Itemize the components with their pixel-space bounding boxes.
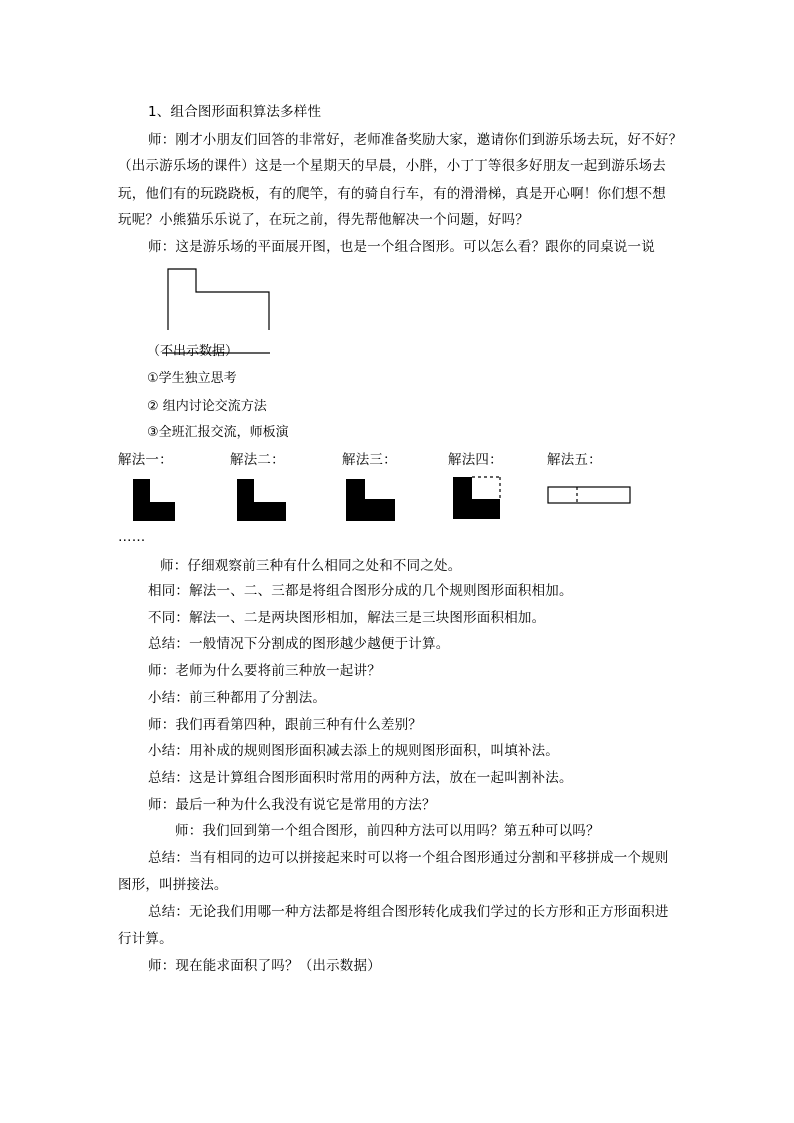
figure-caption: （不出示数据） (147, 344, 239, 359)
summary-1-line-1: 总结：当有相同的边可以拼接起来时可以将一个组合图形通过分割和平移拼成一个规则 (148, 850, 669, 866)
intro-line-1: 师：刚才小朋友们回答的非常好，老师准备奖励大家，邀请你们到游乐场去玩，好不好？ (148, 132, 683, 148)
discussion-line-5: 师：老师为什么要将前三种放一起讲？ (148, 663, 381, 679)
method-5-figure (547, 486, 635, 508)
discussion-line-10: 师：最后一种为什么我没有说它是常用的方法？ (148, 797, 436, 813)
step-3: ③全班汇报交流，师板演 (147, 425, 289, 440)
discussion-line-8: 小结：用补成的规则图形面积减去添上的规则图形面积，叫填补法。 (148, 743, 559, 759)
discussion-line-6: 小结：前三种都用了分割法。 (148, 690, 327, 706)
discussion-line-1: 师：仔细观察前三种有什么相同之处和不同之处。 (160, 558, 462, 574)
summary-2-line-2: 行计算。 (118, 931, 173, 947)
discussion-line-11: 师：我们回到第一个组合图形，前四种方法可以用吗？第五种可以吗？ (175, 823, 600, 839)
discussion-line-7: 师：我们再看第四种，跟前三种有什么差别？ (148, 717, 422, 733)
step-1: ①学生独立思考 (147, 371, 237, 386)
step-2: ② 组内讨论交流方法 (147, 399, 267, 414)
method-5-label: 解法五： (547, 452, 602, 468)
discussion-line-2: 相同：解法一、二、三都是将组合图形分成的几个规则图形面积相加。 (148, 583, 573, 599)
method-3-figure (345, 478, 399, 524)
caption-strike-line (162, 352, 272, 356)
discussion-line-4: 总结：一般情况下分割成的图形越少越便于计算。 (148, 636, 450, 652)
discussion-line-3: 不同：解法一、二是两块图形相加，解法三是三块图形面积相加。 (148, 610, 546, 626)
playground-outline-figure (167, 268, 277, 333)
method-1-figure (132, 478, 182, 524)
method-4-figure (452, 476, 506, 522)
summary-1-line-2: 图形，叫拼接法。 (118, 877, 228, 893)
closing-line: 师：现在能求面积了吗？（出示数据） (148, 958, 381, 974)
summary-2-line-1: 总结：无论我们用哪一种方法都是将组合图形转化成我们学过的长方形和正方形面积进 (148, 904, 669, 920)
ellipsis: …… (118, 529, 146, 545)
method-1-label: 解法一： (118, 452, 173, 468)
intro-line-2: （出示游乐场的课件）这是一个星期天的早晨，小胖，小丁丁等很多好朋友一起到游乐场去 (118, 158, 666, 174)
section-title: 1、组合图形面积算法多样性 (148, 104, 322, 120)
method-2-figure (236, 478, 290, 524)
discussion-line-9: 总结：这是计算组合图形面积时常用的两种方法，放在一起叫割补法。 (148, 770, 573, 786)
teacher-view-line: 师：这是游乐场的平面展开图，也是一个组合图形。可以怎么看？跟你的同桌说一说 (148, 239, 655, 255)
method-3-label: 解法三： (342, 452, 397, 468)
intro-line-4: 玩呢？小熊猫乐乐说了，在玩之前，得先帮他解决一个问题，好吗？ (118, 212, 529, 228)
method-4-label: 解法四： (448, 452, 503, 468)
method-2-label: 解法二： (230, 452, 285, 468)
intro-line-3: 玩，他们有的玩跷跷板，有的爬竿，有的骑自行车，有的滑滑梯，真是开心啊！你们想不想 (118, 186, 666, 202)
